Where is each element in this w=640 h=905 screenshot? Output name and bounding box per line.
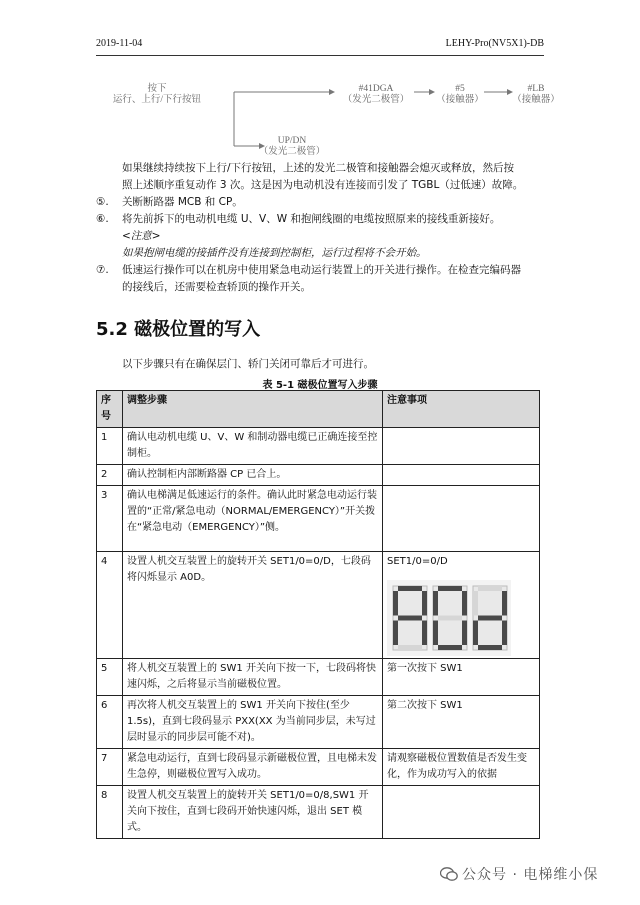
header-note: 注意事项 (383, 391, 540, 428)
header-doc-id: LEHY-Pro(NV5X1)-DB (445, 38, 544, 49)
row-note (383, 428, 540, 465)
segment-g (478, 616, 502, 621)
page-header (96, 38, 544, 54)
flow-node-updn-line1: UP/DN (277, 136, 307, 146)
seven-segment-digit (433, 586, 467, 650)
row-no: 3 (97, 486, 123, 552)
row-no: 1 (97, 428, 123, 465)
header-step: 调整步骤 (123, 391, 383, 428)
segment-c (422, 621, 427, 646)
segment-b (422, 591, 427, 616)
row-note (383, 465, 540, 486)
step-text: 关断断路器 MCB 和 CP。 (122, 196, 243, 208)
table-row (97, 749, 540, 786)
row-step: 再次将人机交互装置上的 SW1 开关向下按住(至少 1.5s)，直到七段码显示 PXX(XX 为当前同步层，未写过层时显示的同步层可能不对)。 (123, 696, 383, 749)
table-row (97, 428, 540, 465)
seven-segment-digit (393, 586, 427, 650)
table-row (97, 696, 540, 749)
watermark-text: 公众号 · 电梯维小保 (462, 867, 599, 883)
seven-segment-svg (387, 580, 511, 656)
segment-d (398, 645, 422, 650)
header-rule (96, 55, 544, 56)
seven-segment-display (387, 580, 511, 656)
flow-node-contactor-5-line2: （接触器） (436, 95, 484, 105)
step-text: 低速运行操作可以在机房中使用紧急电动运行装置上的开关进行操作。在检查完编码器 (122, 264, 521, 276)
seven-segment-digit (473, 586, 507, 650)
row-note-with-display (383, 552, 540, 659)
row-step: 将人机交互装置上的 SW1 开关向下按一下，七段码将快速闪烁，之后将显示当前磁极位置。 (123, 659, 383, 696)
section-title: 5.2 磁极位置的写入 (96, 319, 261, 340)
segment-g (438, 616, 462, 621)
flow-source-line2: 运行、上行/下行按钮 (112, 95, 202, 105)
flow-node-updn-line2: （发光二极管） (258, 147, 326, 157)
table-row (97, 786, 540, 839)
step-text: 将先前拆下的电动机电缆 U、V、W 和抱闸线圈的电缆按照原来的接线重新接好。 (122, 213, 501, 225)
table-row (97, 486, 540, 552)
row-note (383, 486, 540, 552)
flow-node-updn (252, 136, 332, 158)
row-step: 设置人机交互装置上的旋转开关 SET1/0=0/8,SW1 开关向下按住，直到七段码开始快速闪烁，退出 SET 模式。 (123, 786, 383, 839)
segment-b (502, 591, 507, 616)
para-line: 如果继续持续按下上行/下行按钮，上述的发光二极管和接触器会熄灭或释放，然后按 (122, 162, 515, 174)
flow-node-led-line1: #41DGA (358, 84, 394, 94)
row-no: 6 (97, 696, 123, 749)
step-number: ⑦. (96, 264, 109, 276)
table-row (97, 659, 540, 696)
table-row (97, 465, 540, 486)
segment-a (398, 586, 422, 591)
header-date: 2019-11-04 (96, 38, 143, 49)
flow-node-contactor-lb-line1: #LB (527, 84, 545, 94)
segment-d (478, 645, 502, 650)
segment-a (478, 586, 502, 591)
row-note: 第二次按下 SW1 (383, 696, 540, 749)
section-intro: 以下步骤只有在确保层门、轿门关闭可靠后才可进行。 (122, 358, 374, 370)
row-step: 确认电动机电缆 U、V、W 和制动器电缆已正确连接至控制柜。 (123, 428, 383, 465)
watermark (440, 864, 598, 884)
segment-g (398, 616, 422, 621)
row-step: 确认电梯满足低速运行的条件。确认此时紧急电动运行装置的“正常/紧急电动（NORMAL/EMERGENCY）”开关拨在“紧急电动（EMERGENCY）”侧。 (123, 486, 383, 552)
segment-e (433, 621, 438, 646)
flow-node-contactor-lb-line2: （接触器） (512, 95, 560, 105)
row-note: 请观察磁极位置数值是否发生变化，作为成功写入的依据 (383, 749, 540, 786)
flow-node-contactor-5 (430, 84, 490, 106)
row-no: 5 (97, 659, 123, 696)
flow-node-contactor-5-line1: #5 (455, 84, 465, 94)
step-number: ⑤. (96, 196, 109, 208)
flow-source-line1: 按下 (147, 84, 167, 94)
note-label: <注意> (122, 230, 161, 242)
row-note: SET1/0=0/D (387, 556, 448, 567)
segment-e (393, 621, 398, 646)
note-text: 如果抱闸电缆的接插件没有连接到控制柜，运行过程将不会开始。 (122, 247, 427, 259)
row-step: 设置人机交互装置上的旋转开关 SET1/0=0/D，七段码将闪烁显示 A0D。 (123, 552, 383, 659)
segment-c (462, 621, 467, 646)
segment-f (473, 591, 478, 616)
segment-f (433, 591, 438, 616)
row-note (383, 786, 540, 839)
row-no: 7 (97, 749, 123, 786)
segment-f (393, 591, 398, 616)
step-text: 的接线后，还需要检查轿顶的操作开关。 (122, 281, 311, 293)
row-no: 8 (97, 786, 123, 839)
table-caption: 表 5-1 磁极位置写入步骤 (262, 380, 378, 391)
step-number: ⑥. (96, 213, 109, 225)
flow-node-led (336, 84, 416, 106)
steps-table (96, 390, 540, 839)
segment-a (438, 586, 462, 591)
header-no: 序号 (97, 391, 123, 428)
row-step: 确认控制柜内部断路器 CP 已合上。 (123, 465, 383, 486)
flow-node-contactor-lb (506, 84, 566, 106)
table-row (97, 552, 540, 659)
para-line: 照上述顺序重复动作 3 次。这是因为电动机没有连接而引发了 TGBL（过低速）故障。 (122, 179, 524, 191)
wechat-icon (440, 867, 458, 881)
flow-source (82, 84, 232, 106)
table-header-row (97, 391, 540, 428)
segment-c (502, 621, 507, 646)
segment-d (438, 645, 462, 650)
segment-b (462, 591, 467, 616)
flow-node-led-line2: （发光二极管） (342, 95, 410, 105)
row-note: 第一次按下 SW1 (383, 659, 540, 696)
row-no: 4 (97, 552, 123, 659)
segment-e (473, 621, 478, 646)
row-step: 紧急电动运行，直到七段码显示新磁极位置，且电梯未发生急停，则磁极位置写入成功。 (123, 749, 383, 786)
row-no: 2 (97, 465, 123, 486)
